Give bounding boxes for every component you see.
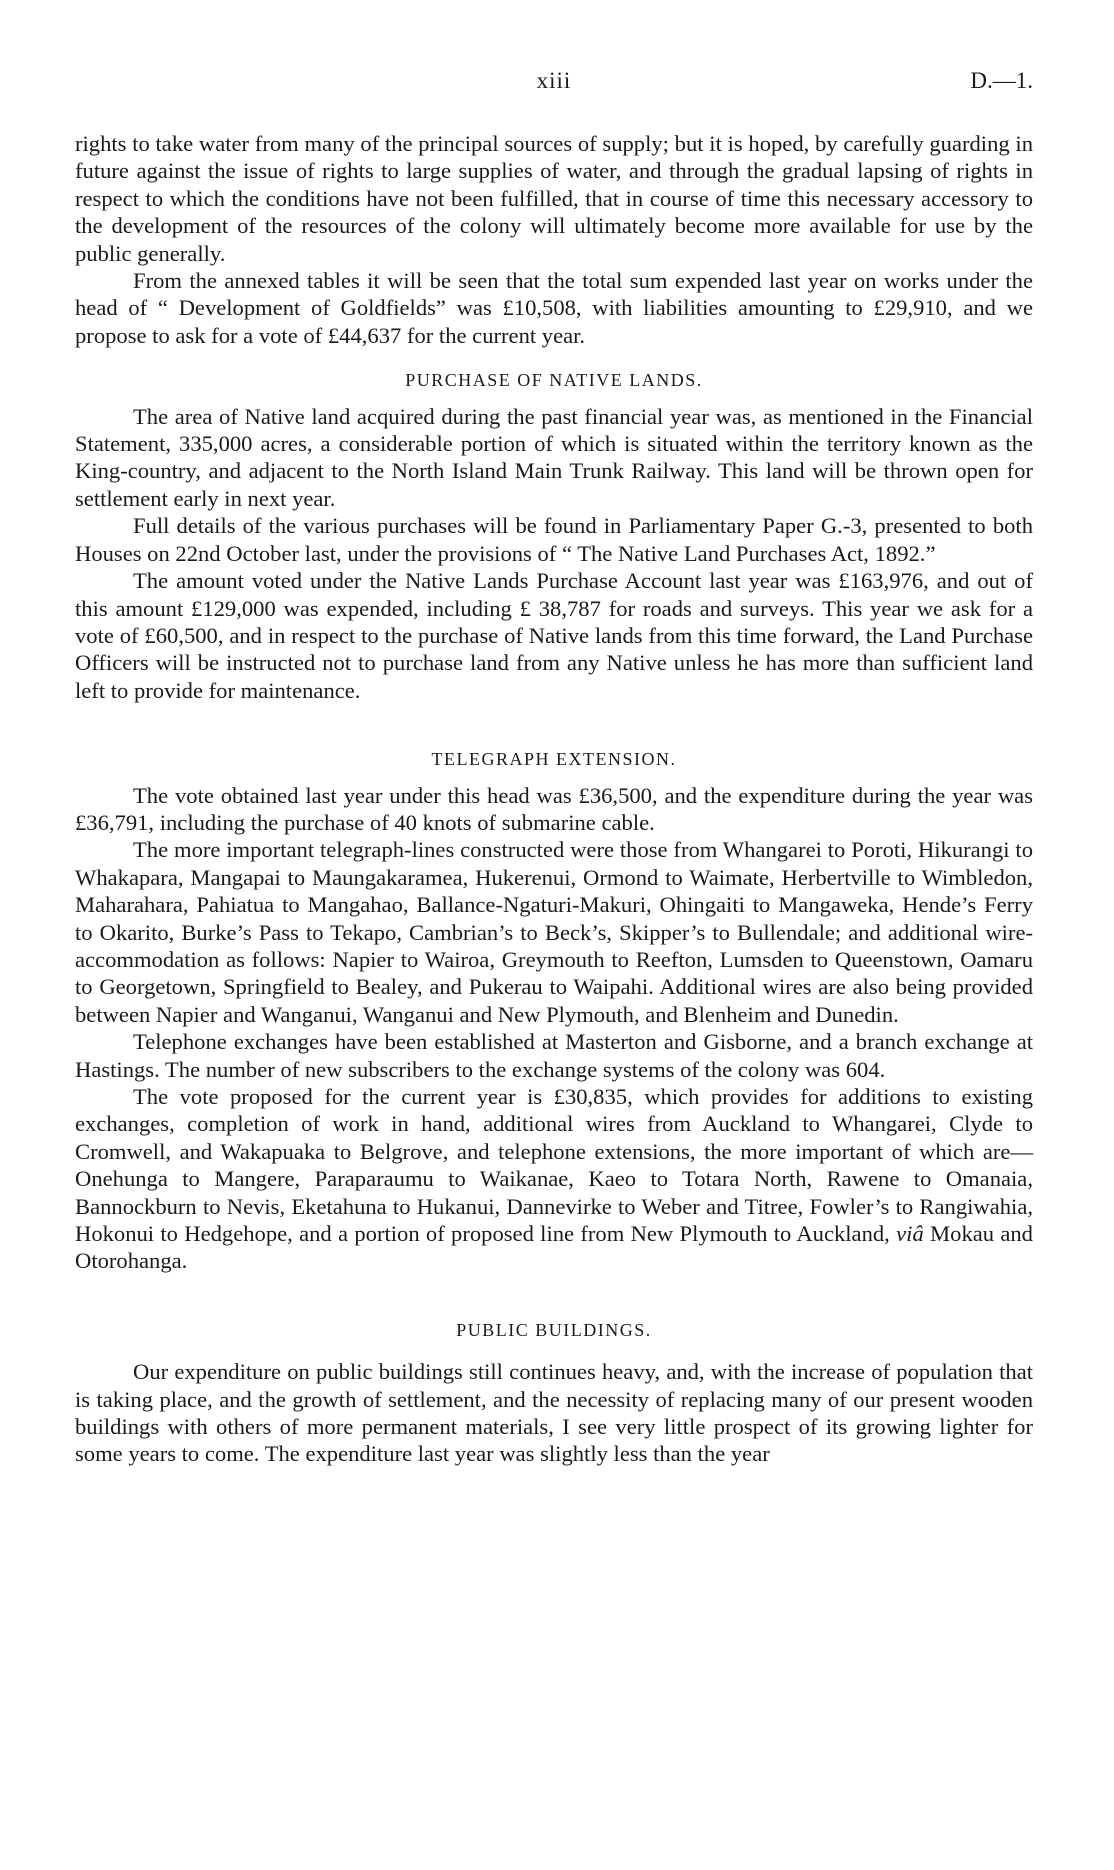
section-heading-public-buildings: PUBLIC BUILDINGS. bbox=[456, 1319, 652, 1340]
paragraph-telegraph-lines: The more important telegraph-lines constructed were those from Whangarei to Poroti, Hikurangi to Whakapara, Mangapai to Maungakaramea, Hukerenui, Ormond to Waimate, Herbertville to Wimbledon, Maharahara, Pahiatua to Mangahao, Ballance-Ngaturi-Makuri, Ohingaiti to Mangaweka, Hende’s Ferry to Okarito, Burke’s Pass to Tekapo, Cambrian’s to Beck’s, Skipper’s to Bullendale; and additional wire-accommodation as follows: Napier to Wairoa, Greymouth to Reefton, Lumsden to Queenstown, Oamaru to Georgetown, Springfield to Bealey, and Pukerau to Waipahi. Additional wires are also being provided between Napier and Wanganui, Wanganui and New Plymouth, and Blenheim and Dunedin. bbox=[75, 837, 1033, 1027]
page-body bbox=[75, 130, 1033, 1468]
paragraph-goldfields-expenditure: From the annexed tables it will be seen that the total sum expended last year on works under the head of “ Development of Goldfields” was £10,508, with liabilities amounting to £29,910, and we propose to ask for a vote of £44,637 for the current year. bbox=[75, 268, 1033, 348]
paragraph-public-buildings-expenditure: Our expenditure on public buildings still continues heavy, and, with the increase of population that is taking place, and the growth of settlement, and the necessity of replacing many of our present wooden buildings with others of more permanent materials, I see very little prospect of its growing lighter for some years to come. The expenditure last year was slightly less than the year bbox=[75, 1359, 1033, 1467]
page-header bbox=[75, 68, 1033, 102]
paragraph-native-land-details: Full details of the various purchases will be found in Parliamentary Paper G.-3, presented to both Houses on 22nd October last, under the provisions of “ The Native Land Purchases Act, 1892.” bbox=[75, 513, 1033, 566]
telegraph-vote-text-main: The vote proposed for the current year is £30,835, which provides for additions to existing exchanges, completion of work in hand, additional wires from Auckland to Whangarei, Clyde to Cromwell, and Wakapuaka to Belgrove, and telephone extensions, the more important of which are—Onehunga to Mangere, Paraparaumu to Waikanae, Kaeo to Totara North, Rawene to Omanaia, Bannockburn to Nevis, Eketahuna to Hukanui, Dannevirke to Weber and Titree, Fowler’s to Rangiwahia, Hokonui to Hedgehope, and a portion of proposed line from New Plymouth to Auckland, bbox=[75, 1084, 1033, 1247]
telegraph-vote-text-italic: viâ bbox=[896, 1221, 924, 1247]
paragraph-telephone-exchanges: Telephone exchanges have been established at Masterton and Gisborne, and a branch exchange at Hastings. The number of new subscribers to the exchange systems of the colony was 604. bbox=[75, 1029, 1033, 1082]
paragraph-native-land-vote: The amount voted under the Native Lands Purchase Account last year was £163,976, and out of this amount £129,000 was expended, including £ 38,787 for roads and surveys. This year we ask for a vote of £60,500, and in respect to the purchase of Native lands from this time forward, the Land Purchase Officers will be instructed not to purchase land from any Native unless he has more than sufficient land left to provide for maintenance. bbox=[75, 568, 1033, 703]
paragraph-native-land-area: The area of Native land acquired during the past financial year was, as mentioned in the Financial Statement, 335,000 acres, a considerable portion of which is situated within the territory known as the King-country, and adjacent to the North Island Main Trunk Railway. This land will be thrown open for settlement early in next year. bbox=[75, 403, 1033, 511]
section-heading-telegraph-extension: TELEGRAPH EXTENSION. bbox=[431, 749, 677, 770]
telegraph-vote-text-end: Mokau and Otorohanga. bbox=[75, 1221, 1033, 1274]
paragraph-telegraph-vote: The vote obtained last year under this head was £36,500, and the expenditure during the year was £36,791, including the purchase of 40 knots of submarine cable. bbox=[75, 782, 1033, 835]
paragraph-goldfields-water-rights: rights to take water from many of the principal sources of supply; but it is hoped, by carefully guarding in future against the issue of rights to large supplies of water, and through the gradual lapsing of rights in respect to which the conditions have not been fulfilled, that in course of time this necessary accessory to the development of the resources of the colony will ultimately become more available for use by the public generally. bbox=[75, 131, 1033, 266]
paragraph-telegraph-proposed-vote bbox=[75, 1083, 1033, 1275]
page-number: xiii bbox=[536, 68, 572, 93]
section-heading-purchase-native-lands: PURCHASE OF NATIVE LANDS. bbox=[405, 370, 703, 391]
document-reference: D.—1. bbox=[970, 68, 1033, 93]
